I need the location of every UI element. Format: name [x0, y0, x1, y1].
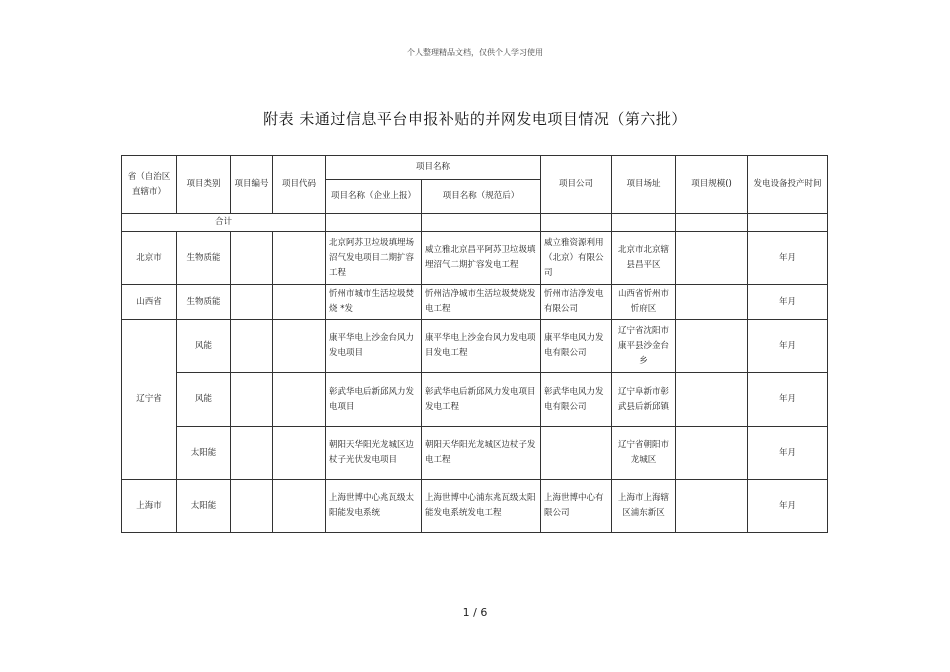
province-cell: 上海市	[122, 480, 177, 533]
table-row	[122, 427, 828, 480]
table-row	[122, 373, 828, 427]
site-cell: 辽宁省沈阳市康平县沙金台乡	[612, 320, 676, 373]
header-note: 个人整理精品文档，仅供个人学习使用	[407, 48, 543, 57]
header-name-standard: 项目名称（规范后）	[422, 180, 541, 214]
total-row	[122, 214, 828, 232]
category-cell: 生物质能	[177, 232, 231, 285]
name-standard-cell: 康平华电上沙金台风力发电项目发电工程	[422, 320, 541, 373]
category-cell: 太阳能	[177, 427, 231, 480]
time-cell: 年月	[748, 232, 828, 285]
site-cell: 辽宁阜新市彰武县后新邱镇	[612, 373, 676, 427]
name-standard-cell: 朝阳天华阳光龙城区边杖子发电工程	[422, 427, 541, 480]
company-cell	[541, 427, 612, 480]
name-standard-cell: 忻州洁净城市生活垃圾焚烧发电工程	[422, 285, 541, 320]
company-cell: 康平华电风力发电有限公司	[541, 320, 612, 373]
name-enterprise-cell: 康平华电上沙金台风力发电项目	[326, 320, 422, 373]
name-standard-cell: 威立雅北京昌平阿苏卫垃圾填埋沼气二期扩容发电工程	[422, 232, 541, 285]
name-enterprise-cell: 彰武华电后新邱风力发电项目	[326, 373, 422, 427]
name-enterprise-cell: 上海世博中心兆瓦级太阳能发电系统	[326, 480, 422, 533]
header-code: 项目代码	[273, 156, 326, 214]
header-row-1	[122, 156, 828, 180]
company-cell: 彰武华电风力发电有限公司	[541, 373, 612, 427]
time-cell: 年月	[748, 285, 828, 320]
category-cell: 风能	[177, 373, 231, 427]
header-site: 项目场址	[612, 156, 676, 214]
province-cell: 辽宁省	[122, 320, 177, 480]
category-cell: 风能	[177, 320, 231, 373]
company-cell: 忻州市洁净发电有限公司	[541, 285, 612, 320]
name-standard-cell: 彰武华电后新邱风力发电项目发电工程	[422, 373, 541, 427]
total-label: 合计	[122, 214, 326, 232]
time-cell: 年月	[748, 373, 828, 427]
site-cell: 辽宁省朝阳市龙城区	[612, 427, 676, 480]
name-standard-cell: 上海世博中心浦东兆瓦级太阳能发电系统发电工程	[422, 480, 541, 533]
header-name-enterprise: 项目名称（企业上报）	[326, 180, 422, 214]
name-enterprise-cell: 朝阳天华阳光龙城区边杖子光伏发电项目	[326, 427, 422, 480]
table-row	[122, 232, 828, 285]
table-row	[122, 320, 828, 373]
header-number: 项目编号	[231, 156, 273, 214]
time-cell: 年月	[748, 480, 828, 533]
site-cell: 上海市上海辖区浦东新区	[612, 480, 676, 533]
header-commission-time: 发电设备投产时间	[748, 156, 828, 214]
time-cell: 年月	[748, 320, 828, 373]
name-enterprise-cell: 忻州市城市生活垃圾焚烧 *发	[326, 285, 422, 320]
projects-table	[121, 155, 828, 533]
page-indicator: 1 / 6	[462, 606, 488, 619]
time-cell: 年月	[748, 427, 828, 480]
header-company: 项目公司	[541, 156, 612, 214]
header-category: 项目类别	[177, 156, 231, 214]
category-cell: 太阳能	[177, 480, 231, 533]
header-province: 省（自治区直辖市）	[122, 156, 177, 214]
province-cell: 北京市	[122, 232, 177, 285]
site-cell: 北京市北京辖县昌平区	[612, 232, 676, 285]
table-row	[122, 285, 828, 320]
header-scale: 项目规模()	[676, 156, 748, 214]
category-cell: 生物质能	[177, 285, 231, 320]
table-row	[122, 480, 828, 533]
header-name-group: 项目名称	[326, 156, 541, 180]
name-enterprise-cell: 北京阿苏卫垃圾填埋场沼气发电项目二期扩容工程	[326, 232, 422, 285]
province-cell: 山西省	[122, 285, 177, 320]
company-cell: 上海世博中心有限公司	[541, 480, 612, 533]
page-title: 附表 未通过信息平台申报补贴的并网发电项目情况（第六批）	[263, 110, 687, 128]
company-cell: 威立雅资源利用（北京）有限公司	[541, 232, 612, 285]
site-cell: 山西省忻州市忻府区	[612, 285, 676, 320]
